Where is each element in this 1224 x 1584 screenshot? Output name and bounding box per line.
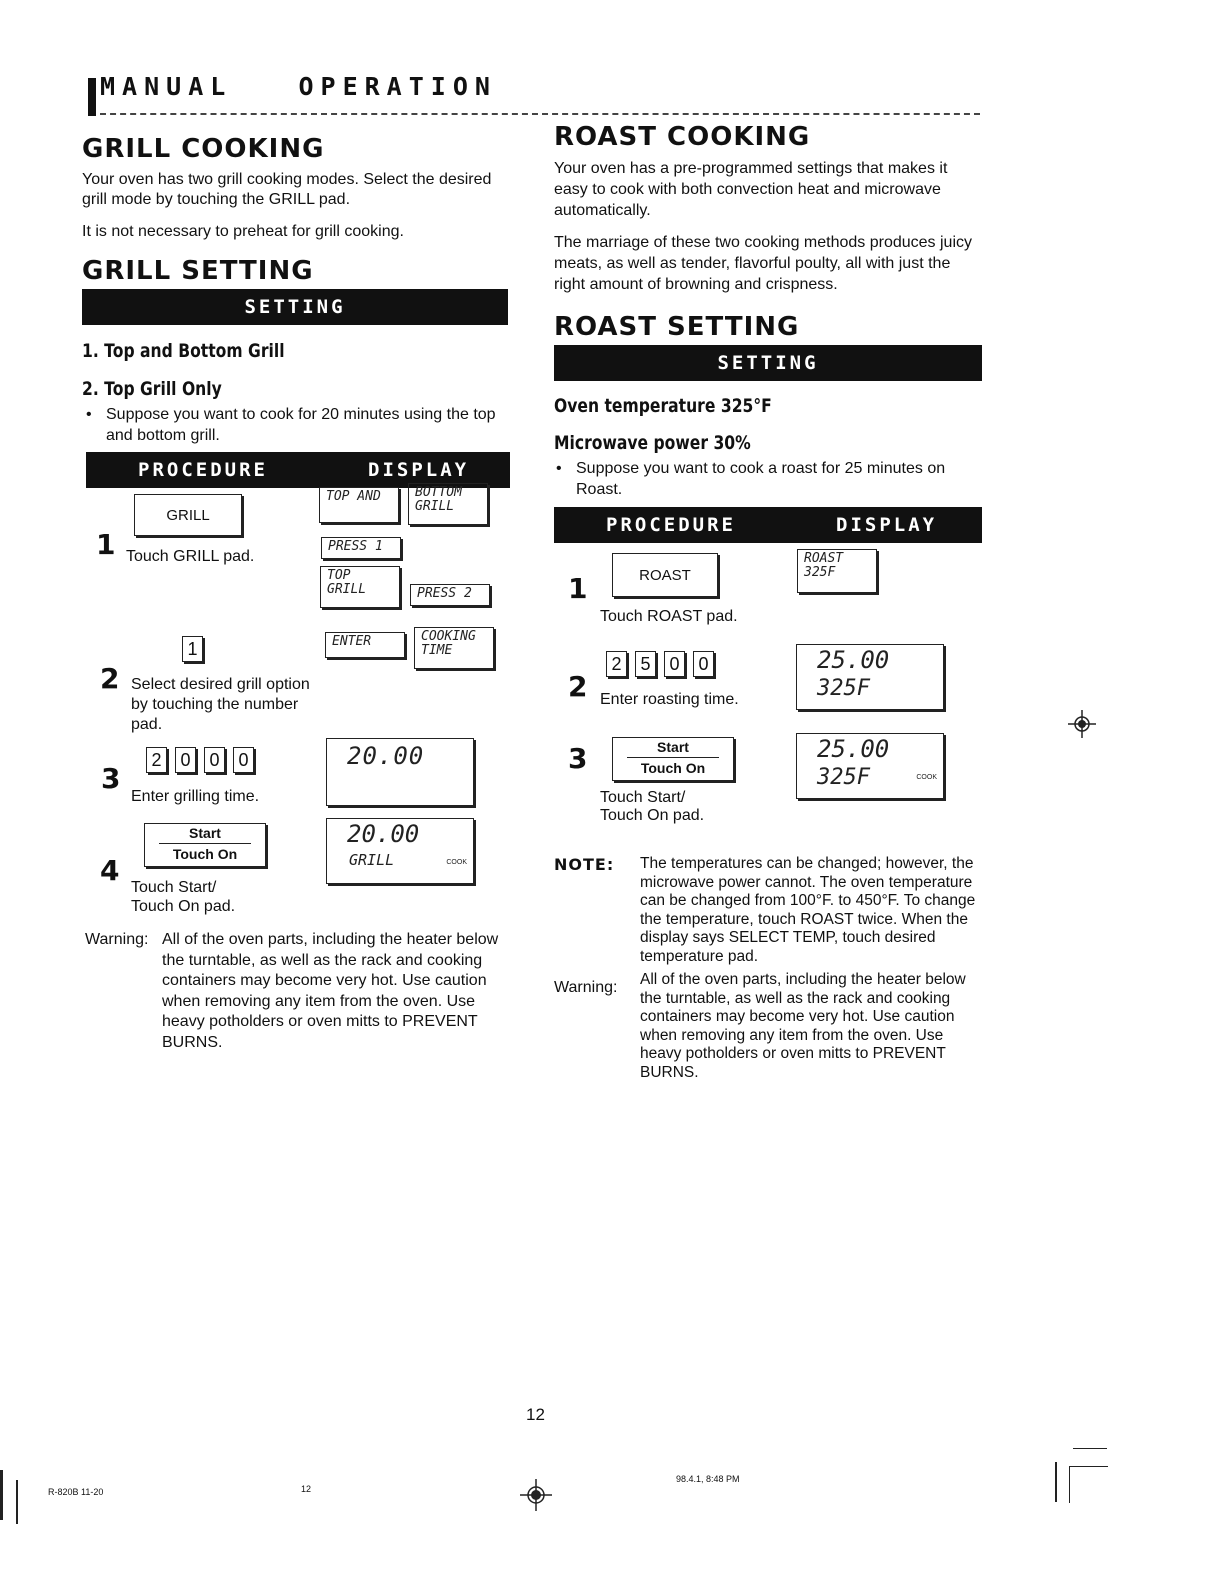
crop-mark-left-2: [16, 1480, 18, 1524]
grill-cook-display: 20.00 GRILL COOK: [326, 818, 474, 884]
footer-timestamp: 98.4.1, 8:48 PM: [676, 1474, 740, 1484]
roast-mw-power: Microwave power 30%: [554, 432, 751, 454]
roast-procedure-bar: PROCEDURE DISPLAY: [554, 507, 982, 543]
grill-cooking-title: GRILL COOKING: [82, 134, 325, 164]
roast-step-2-text: Enter roasting time.: [600, 691, 739, 708]
roast-cook-display: 25.00 325F COOK: [796, 733, 944, 799]
section-header: MANUAL OPERATION: [100, 72, 497, 101]
grill-procedure-bar: PROCEDURE DISPLAY: [86, 452, 510, 488]
grill-step-2-text: Select desired grill option by touching the number pad.: [131, 676, 310, 733]
grill-step-1-text: Touch GRILL pad.: [126, 548, 255, 565]
grill-step-4-text2: Touch On pad.: [131, 898, 236, 915]
roast-time-display: 25.00 325F: [796, 644, 944, 710]
roast-note-text: The temperatures can be changed; however, the microwave power cannot. The oven temperature can be changed from 100°F. to 450°F. To change the temperature, touch ROAST twice. When the display says SELECT TEMP, touch desired temperature pad.: [640, 855, 976, 965]
grill-cooking-para2: It is not necessary to preheat for grill cooking.: [82, 223, 404, 240]
number-key[interactable]: 0: [204, 747, 225, 773]
grill-option-1: 1. Top and Bottom Grill: [82, 340, 285, 362]
grill-step-3-text: Enter grilling time.: [131, 788, 260, 805]
crop-mark-right-top: [1073, 1448, 1107, 1449]
grill-cooking-para1: Your oven has two grill cooking modes. Select the desired grill mode by touching the GRILL pad.: [82, 171, 492, 208]
roast-cooking-title: ROAST COOKING: [554, 122, 811, 152]
start-touch-on-pad[interactable]: Start Touch On: [144, 823, 266, 867]
roast-warning-text: All of the oven parts, including the heater below the turntable, as well as the rack and cooking containers may become very hot. Use caution when removing any item from the oven. Use heavy potholders or oven mitts to PREVENT BURNS.: [640, 971, 966, 1081]
display-top-and: TOP AND: [319, 487, 399, 523]
grill-setting-title: GRILL SETTING: [82, 256, 314, 286]
crop-mark-right-2: [1069, 1466, 1108, 1503]
roast-step-1-text: Touch ROAST pad.: [600, 608, 738, 625]
roast-time-keys: [606, 651, 722, 677]
grill-warning-text: All of the oven parts, including the heater below the turntable, as well as the rack and cooking containers may become very hot. Use caution when removing any item from the oven. Use heavy potholders or oven mitts to PREVENT BURNS.: [162, 931, 499, 1051]
roast-note-label: NOTE:: [554, 855, 615, 874]
roast-cooking-para2: The marriage of these two cooking methods produces juicy meats, as well as tender, flavorful poulty, all with just the right amount of browning and crispness.: [554, 234, 972, 293]
number-key[interactable]: 0: [693, 651, 714, 677]
crop-mark-left: [0, 1470, 3, 1520]
header-bar: [88, 78, 96, 116]
grill-time-keys: [146, 747, 262, 773]
grill-step-2-number: 2: [100, 662, 120, 695]
display-press-2: PRESS 2: [410, 584, 490, 606]
roast-step-3-text2: Touch On pad.: [600, 807, 705, 824]
registration-mark-icon: [1068, 710, 1096, 738]
header-dashed-rule: [100, 113, 980, 115]
page-number: 12: [526, 1405, 545, 1424]
roast-cooking-para1: Your oven has a pre-programmed settings that makes it easy to cook with both convection heat and microwave automatically.: [554, 160, 948, 219]
grill-option-2: 2. Top Grill Only: [82, 378, 222, 400]
grill-time-display: 20.00: [326, 738, 474, 806]
number-key[interactable]: 2: [606, 651, 627, 677]
roast-setting-bar: SETTING: [554, 345, 982, 381]
display-cooking-time: COOKING TIME: [414, 627, 494, 669]
grill-step-4-number: 4: [100, 854, 120, 887]
roast-bullet: • Suppose you want to cook a roast for 25 minutes on Roast.: [556, 460, 946, 498]
display-top-grill: TOP GRILL: [320, 566, 400, 608]
grill-pad[interactable]: GRILL: [134, 494, 242, 536]
grill-step-3-number: 3: [101, 762, 121, 795]
display-bottom-grill: BOTTOM GRILL: [408, 483, 488, 525]
roast-display: ROAST 325F: [797, 549, 877, 593]
number-key[interactable]: 2: [146, 747, 167, 773]
display-press-1: PRESS 1: [321, 537, 401, 559]
roast-step-2-number: 2: [568, 670, 588, 703]
footer-registration-mark-icon: [520, 1479, 552, 1511]
grill-setting-bar: SETTING: [82, 289, 508, 325]
display-enter: ENTER: [325, 632, 405, 658]
crop-mark-right-1: [1055, 1462, 1057, 1502]
roast-step-3-number: 3: [568, 742, 588, 775]
roast-pad[interactable]: ROAST: [612, 553, 718, 597]
grill-step-4-text1: Touch Start/: [131, 879, 217, 896]
number-key[interactable]: 0: [175, 747, 196, 773]
grill-step-1-number: 1: [96, 528, 116, 561]
roast-start-touch-on-pad[interactable]: Start Touch On: [612, 737, 734, 781]
grill-key-1-group: [182, 636, 211, 662]
footer-page-small: 12: [301, 1484, 312, 1494]
number-key[interactable]: 0: [664, 651, 685, 677]
grill-warning-label: Warning:: [85, 931, 149, 948]
roast-step-1-number: 1: [568, 572, 588, 605]
roast-step-3-text1: Touch Start/: [600, 789, 686, 806]
roast-oven-temp: Oven temperature 325°F: [554, 395, 772, 417]
number-key[interactable]: 0: [233, 747, 254, 773]
footer-code: R-820B 11-20: [48, 1487, 104, 1497]
roast-warning-label: Warning:: [554, 979, 618, 996]
grill-bullet: • Suppose you want to cook for 20 minutes using the top and bottom grill.: [86, 406, 496, 444]
number-key[interactable]: 1: [182, 636, 203, 662]
roast-setting-title: ROAST SETTING: [554, 312, 800, 342]
number-key[interactable]: 5: [635, 651, 656, 677]
